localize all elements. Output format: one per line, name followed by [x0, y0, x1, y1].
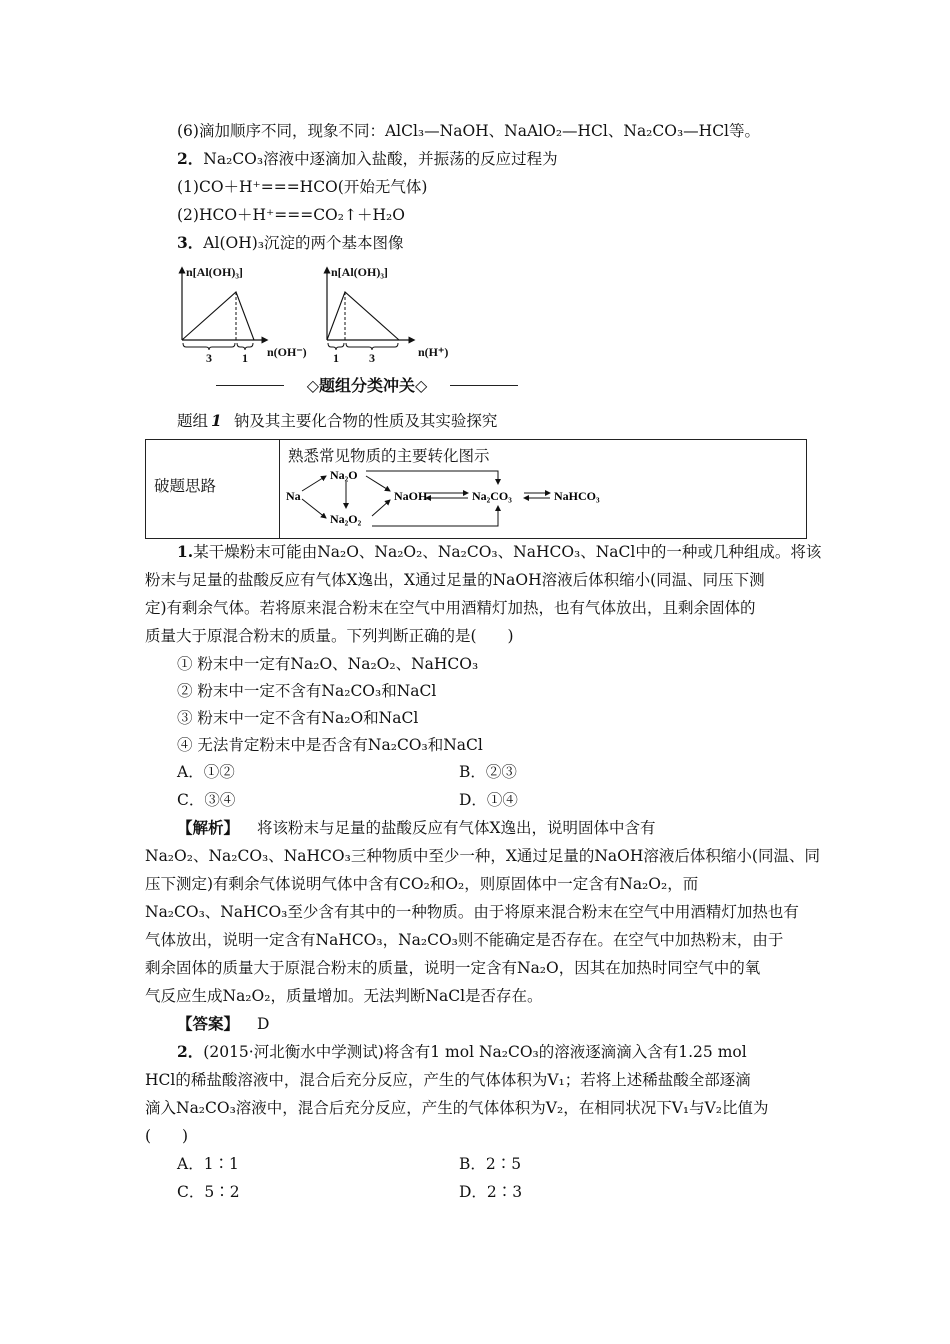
q1-option-b: B．②③ [459, 763, 517, 781]
node-na: Na [286, 489, 301, 503]
group-1-title-line [177, 410, 497, 432]
analysis-tag: 【解析】 [177, 818, 240, 837]
solution-idea-table [145, 439, 807, 539]
chart-2-brace-a [328, 343, 344, 350]
node-na2co3: Na₂CO₃ [472, 489, 512, 503]
chart-1 [182, 265, 307, 362]
q1-stem-1: 某干燥粉末可能由Na₂O、Na₂O₂、Na₂CO₃、NaHCO₃、NaCl中的一种或几种组成。将该 [193, 543, 822, 561]
q1-option-a: A．①② [177, 763, 235, 781]
chart-1-ylabel: n[Al(OH)₃] [186, 265, 243, 279]
arrow-na2o-naoh [366, 476, 390, 491]
answer-tag: 【答案】 [177, 1014, 240, 1033]
analysis-text-6: 剩余固体的质量大于原混合粉末的质量，说明一定含有Na₂O，因其在加热时同空气中的氧 [145, 959, 761, 977]
chart-1-segment-label-b: 1 [242, 351, 248, 362]
q1-number: 1. [177, 542, 194, 561]
q2-stem-2: HCl的稀盐酸溶液中，混合后充分反应，产生的气体体积为V₁；若将上述稀盐酸全部逐滴 [145, 1071, 751, 1089]
chart-2-xlabel: n(H⁺) [418, 345, 449, 359]
q2-stem-4: ( ) [145, 1127, 189, 1145]
q2-option-a: A．1∶1 [177, 1155, 239, 1173]
node-na2o: Na₂O [330, 468, 358, 482]
q2-number: 2． [177, 1042, 204, 1061]
chart-1-series-line [182, 292, 254, 340]
group-label: 题组 [177, 412, 209, 430]
arrow-na2o2-na2co3 [372, 506, 498, 526]
section-banner [216, 374, 518, 398]
reaction-2: (2)HCO＋H⁺===CO₂↑＋H₂O [177, 206, 405, 224]
analysis-text-5: 气体放出，说明一定含有NaHCO₃，Na₂CO₃则不能确定是否存在。在空气中加热粉末，由于 [145, 931, 784, 949]
banner-rule-left [216, 385, 284, 386]
analysis-line-1 [177, 817, 656, 839]
table-left-cell [146, 440, 280, 538]
chart-2-brace-b [346, 343, 398, 350]
analysis-text-7: 气反应生成Na₂O₂，质量增加。无法判断NaCl是否存在。 [145, 987, 543, 1005]
chart-2-series-line [327, 292, 399, 340]
chart-2-ylabel: n[Al(OH)₃] [331, 265, 388, 279]
q1-option-d: D．①④ [459, 791, 518, 809]
chart-1-xlabel: n(OH⁻) [267, 345, 307, 359]
aloh3-graphs [170, 262, 460, 362]
q2-stem-3: 滴入Na₂CO₃溶液中，混合后充分反应，产生的气体体积为V₂，在相同状况下V₁与V₂比值为 [145, 1099, 769, 1117]
q1-stem-2: 粉末与足量的盐酸反应有气体X逸出，X通过足量的NaOH溶液后体积缩小(同温、同压下测 [145, 571, 765, 589]
point-3-number: 3． [177, 233, 204, 252]
chart-2 [327, 265, 448, 362]
point-3-line [177, 232, 403, 254]
conversion-diagram [280, 464, 610, 536]
banner-text: ◇题组分类冲关◇ [306, 376, 428, 395]
chart-2-segment-label-b: 3 [369, 351, 375, 362]
q1-statement-4: ④ 无法肯定粉末中是否含有Na₂CO₃和NaCl [177, 736, 483, 754]
answer-value: D [257, 1015, 270, 1033]
analysis-text-4: Na₂CO₃、NaHCO₃至少含有其中的一种物质。由于将原来混合粉末在空气中用酒精灯加热也有 [145, 903, 799, 921]
analysis-text-2: Na₂O₂、Na₂CO₃、NaHCO₃三种物质中至少一种，X通过足量的NaOH溶液后体积缩小(同温、同 [145, 847, 820, 865]
point-2-text: Na₂CO₃溶液中逐滴加入盐酸，并振荡的反应过程为 [203, 150, 558, 168]
node-naoh: NaOH [394, 489, 428, 503]
group-title: 钠及其主要化合物的性质及其实验探究 [233, 412, 498, 430]
text-line-6: (6)滴加顺序不同，现象不同：AlCl₃—NaOH、NaAlO₂—HCl、Na₂CO₃—HCl等。 [177, 122, 761, 140]
q1-option-c: C．③④ [177, 791, 236, 809]
q1-stem-3: 定)有剩余气体。若将原来混合粉末在空气中用酒精灯加热，也有气体放出，且剩余固体的 [145, 599, 756, 617]
arrow-na-na2o2 [302, 499, 326, 518]
q2-option-b: B．2∶5 [459, 1155, 522, 1173]
arrow-na2o2-naoh [372, 500, 390, 516]
q2-stem-1: (2015·河北衡水中学测试)将含有1 mol Na₂CO₃的溶液逐滴滴入含有1.25 mol [203, 1043, 747, 1061]
answer-line [177, 1013, 269, 1035]
q2-option-d: D．2∶3 [459, 1183, 523, 1201]
table-right-title: 熟悉常见物质的主要转化图示 [288, 447, 490, 465]
chart-1-brace-b [237, 343, 253, 350]
table-left-label: 破题思路 [154, 477, 217, 495]
reaction-1: (1)CO＋H⁺===HCO(开始无气体) [177, 178, 428, 196]
chart-1-brace-a [183, 343, 235, 350]
point-2-line [177, 148, 558, 170]
q1-stem-line-1 [177, 541, 821, 563]
q2-option-c: C．5∶2 [177, 1183, 240, 1201]
banner-rule-right [450, 385, 518, 386]
q2-stem-line-1 [177, 1041, 747, 1063]
chart-1-segment-label-a: 3 [206, 351, 212, 362]
node-na2o2: Na₂O₂ [330, 512, 362, 526]
chart-2-segment-label-a: 1 [333, 351, 339, 362]
point-3-text: Al(OH)₃沉淀的两个基本图像 [203, 234, 404, 252]
group-number: 1 [211, 411, 222, 430]
q1-statement-2: ② 粉末中一定不含有Na₂CO₃和NaCl [177, 682, 437, 700]
point-2-number: 2． [177, 149, 204, 168]
q1-stem-4: 质量大于原混合粉末的质量。下列判断正确的是( ) [145, 627, 514, 645]
arrow-na-na2o [302, 476, 326, 491]
q1-statement-1: ① 粉末中一定有Na₂O、Na₂O₂、NaHCO₃ [177, 655, 479, 673]
arrow-na2o-na2co3 [366, 471, 498, 484]
analysis-text-3: 压下测定)有剩余气体说明气体中含有CO₂和O₂，则原固体中一定含有Na₂O₂，而 [145, 875, 699, 893]
analysis-text-1: 将该粉末与足量的盐酸反应有气体X逸出，说明固体中含有 [257, 819, 656, 837]
node-nahco3: NaHCO₃ [554, 489, 600, 503]
q1-statement-3: ③ 粉末中一定不含有Na₂O和NaCl [177, 709, 419, 727]
